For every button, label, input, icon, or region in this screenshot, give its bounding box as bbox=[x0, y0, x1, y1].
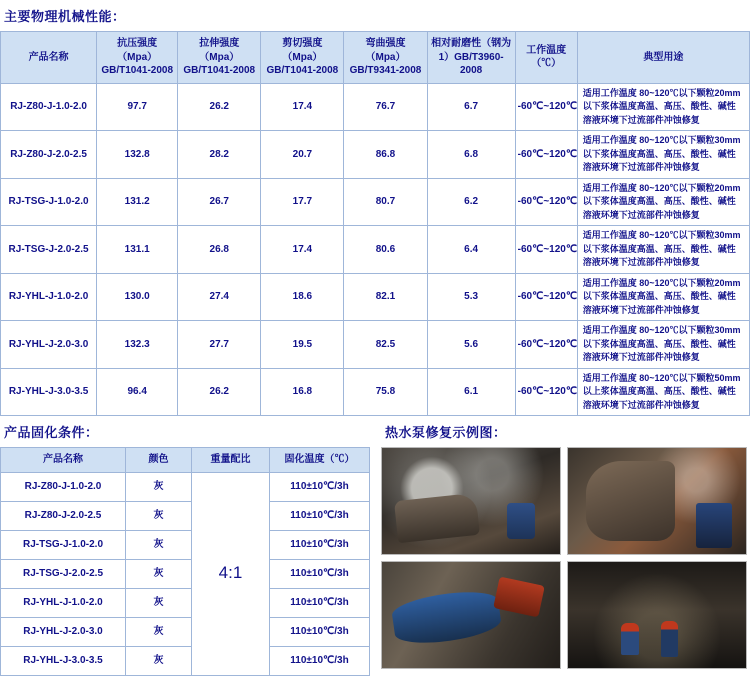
cell-temperature: -60℃~120℃ bbox=[515, 368, 577, 416]
col-color: 颜色 bbox=[126, 448, 192, 473]
table-row bbox=[1, 226, 750, 274]
cell-product-name: RJ-YHL-J-3.0-3.5 bbox=[1, 646, 126, 675]
cell-curing-temperature: 110±10℃/3h bbox=[270, 501, 370, 530]
cell-curing-temperature: 110±10℃/3h bbox=[270, 472, 370, 501]
cell-bending: 80.7 bbox=[344, 178, 427, 226]
use-line-1: 适用工作温度 80~120℃以下颗粒50mm bbox=[582, 372, 741, 383]
use-line-3: 溶液环境下过流部件冲蚀修复 bbox=[582, 162, 700, 172]
cell-typical-use bbox=[577, 131, 749, 179]
cell-shear: 17.4 bbox=[261, 83, 344, 131]
cell-product-name: RJ-TSG-J-2.0-2.5 bbox=[1, 226, 97, 274]
col-relative-wear-l1: 相对耐磨性（钢为 bbox=[431, 38, 512, 49]
use-line-1: 适用工作温度 80~120℃以下颗粒30mm bbox=[582, 325, 741, 335]
cell-temperature: -60℃~120℃ bbox=[515, 226, 577, 274]
cell-typical-use bbox=[577, 226, 749, 274]
cell-temperature: -60℃~120℃ bbox=[515, 321, 577, 369]
cell-wear: 6.2 bbox=[427, 178, 515, 226]
curing-conditions-title: 产品固化条件： bbox=[4, 425, 99, 440]
use-line-3: 溶液环境下过流部件冲蚀修复 bbox=[582, 304, 700, 315]
table-row bbox=[1, 559, 370, 588]
cell-product-name: RJ-YHL-J-2.0-3.0 bbox=[1, 321, 97, 369]
cell-wear: 6.4 bbox=[427, 226, 515, 274]
cell-compressive: 132.3 bbox=[97, 321, 178, 369]
use-line-3: 溶液环境下过流部件冲蚀修复 bbox=[582, 209, 700, 220]
table-row bbox=[1, 617, 370, 646]
cell-product-name: RJ-YHL-J-3.0-3.5 bbox=[1, 368, 97, 416]
use-line-1: 适用工作温度 80~120℃以下颗粒20mm bbox=[582, 277, 741, 288]
bottom-section bbox=[0, 416, 750, 676]
table-row bbox=[1, 321, 750, 369]
use-line-2: 以上浆体温度高温、高压、酸性、碱性 bbox=[582, 386, 736, 396]
col-shear-strength-l1: 剪切强度（Mpa） bbox=[282, 38, 323, 63]
use-line-2: 以下浆体温度高温、高压、酸性、碱性 bbox=[582, 148, 736, 159]
cell-bending: 76.7 bbox=[344, 83, 427, 131]
cell-color: 灰 bbox=[126, 646, 192, 675]
col-working-temperature-l1: 工作温度 bbox=[526, 44, 567, 56]
col-bending-strength bbox=[344, 32, 427, 84]
cell-color: 灰 bbox=[126, 472, 192, 501]
cell-tensile: 26.2 bbox=[178, 368, 261, 416]
use-line-3: 溶液环境下过流部件冲蚀修复 bbox=[582, 352, 700, 362]
cell-tensile: 26.8 bbox=[178, 226, 261, 274]
col-product-name-l1: 产品名称 bbox=[28, 51, 69, 63]
use-line-1: 适用工作温度 80~120℃以下颗粒20mm bbox=[582, 87, 741, 98]
cell-tensile: 27.7 bbox=[178, 321, 261, 369]
cell-bending: 80.6 bbox=[344, 226, 427, 274]
cell-wear: 5.3 bbox=[427, 273, 515, 321]
cell-wear: 6.1 bbox=[427, 368, 515, 416]
col-working-temperature-l2: （℃） bbox=[531, 58, 562, 70]
cell-tensile: 26.7 bbox=[178, 178, 261, 226]
cell-typical-use bbox=[577, 83, 749, 131]
table-row bbox=[1, 472, 370, 501]
cell-typical-use bbox=[577, 273, 749, 321]
curing-conditions-block bbox=[0, 416, 375, 676]
cell-curing-temperature: 110±10℃/3h bbox=[270, 588, 370, 617]
col-compressive-strength bbox=[97, 32, 178, 84]
use-line-3: 溶液环境下过流部件冲蚀修复 bbox=[582, 399, 700, 410]
table-row bbox=[1, 83, 750, 131]
repair-examples-title: 热水泵修复示例图： bbox=[385, 425, 507, 440]
table-row bbox=[1, 646, 370, 675]
col-shear-strength-l2: GB/T1041-2008 bbox=[266, 65, 339, 76]
use-line-2: 以下浆体温度高温、高压、酸性、碱性 bbox=[582, 243, 736, 254]
cell-tensile: 26.2 bbox=[178, 83, 261, 131]
cell-compressive: 131.2 bbox=[97, 178, 178, 226]
cell-product-name: RJ-YHL-J-2.0-3.0 bbox=[1, 617, 126, 646]
col-compressive-strength-l2: GB/T1041-2008 bbox=[101, 65, 174, 76]
cell-product-name: RJ-TSG-J-1.0-2.0 bbox=[1, 178, 97, 226]
cell-bending: 86.8 bbox=[344, 131, 427, 179]
table-row bbox=[1, 501, 370, 530]
cell-temperature: -60℃~120℃ bbox=[515, 131, 577, 179]
col-curing-temperature: 固化温度（℃） bbox=[270, 448, 370, 473]
col-working-temperature bbox=[515, 32, 577, 84]
use-line-2: 以下浆体温度高温、高压、酸性、碱性 bbox=[582, 291, 736, 301]
photo-pump-steam bbox=[381, 447, 561, 555]
mechanical-properties-table bbox=[0, 31, 750, 416]
table-row bbox=[1, 588, 370, 617]
cell-curing-temperature: 110±10℃/3h bbox=[270, 617, 370, 646]
cell-wear: 6.7 bbox=[427, 83, 515, 131]
cell-wear: 6.8 bbox=[427, 131, 515, 179]
table-row bbox=[1, 273, 750, 321]
cell-product-name: RJ-Z80-J-2.0-2.5 bbox=[1, 131, 97, 179]
cell-curing-temperature: 110±10℃/3h bbox=[270, 559, 370, 588]
col-typical-use-l1: 典型用途 bbox=[643, 51, 684, 63]
use-line-1: 适用工作温度 80~120℃以下颗粒30mm bbox=[582, 230, 741, 240]
cell-shear: 17.4 bbox=[261, 226, 344, 274]
cell-typical-use bbox=[577, 321, 749, 369]
cell-product-name: RJ-YHL-J-1.0-2.0 bbox=[1, 273, 97, 321]
cell-color: 灰 bbox=[126, 530, 192, 559]
cell-curing-temperature: 110±10℃/3h bbox=[270, 646, 370, 675]
repair-photo-grid bbox=[381, 447, 750, 669]
use-line-2: 以下浆体温度高温、高压、酸性、碱性 bbox=[582, 101, 736, 111]
mechanical-properties-title: 主要物理机械性能： bbox=[4, 9, 126, 24]
col-bending-strength-l2: GB/T9341-2008 bbox=[349, 65, 422, 76]
cell-product-name: RJ-TSG-J-1.0-2.0 bbox=[1, 530, 126, 559]
use-line-2: 以下浆体温度高温、高压、酸性、碱性 bbox=[582, 338, 736, 349]
col-tensile-strength bbox=[178, 32, 261, 84]
cell-shear: 17.7 bbox=[261, 178, 344, 226]
table-header-row bbox=[1, 448, 370, 473]
col-relative-wear-l2: 1）GB/T3960-2008 bbox=[438, 51, 504, 76]
col-bending-strength-l1: 弯曲强度（Mpa） bbox=[365, 38, 406, 63]
cell-typical-use bbox=[577, 368, 749, 416]
cell-shear: 16.8 bbox=[261, 368, 344, 416]
curing-conditions-table bbox=[0, 447, 370, 676]
table-header-row bbox=[1, 32, 750, 84]
photo-pipe-repair bbox=[381, 561, 561, 669]
cell-bending: 75.8 bbox=[344, 368, 427, 416]
table-row bbox=[1, 530, 370, 559]
use-line-1: 适用工作温度 80~120℃以下颗粒20mm bbox=[582, 182, 741, 193]
cell-compressive: 96.4 bbox=[97, 368, 178, 416]
col-weight-ratio: 重量配比 bbox=[192, 448, 270, 473]
cell-shear: 18.6 bbox=[261, 273, 344, 321]
table-row bbox=[1, 368, 750, 416]
cell-bending: 82.5 bbox=[344, 321, 427, 369]
cell-compressive: 131.1 bbox=[97, 226, 178, 274]
cell-product-name: RJ-YHL-J-1.0-2.0 bbox=[1, 588, 126, 617]
cell-wear: 5.6 bbox=[427, 321, 515, 369]
table-row bbox=[1, 178, 750, 226]
cell-color: 灰 bbox=[126, 501, 192, 530]
col-tensile-strength-l1: 拉伸强度（Mpa） bbox=[199, 38, 240, 63]
table-row bbox=[1, 131, 750, 179]
cell-product-name: RJ-Z80-J-1.0-2.0 bbox=[1, 472, 126, 501]
col-shear-strength bbox=[261, 32, 344, 84]
photo-tunnel-workers bbox=[567, 561, 747, 669]
use-line-2: 以下浆体温度高温、高压、酸性、碱性 bbox=[582, 196, 736, 206]
cell-product-name: RJ-Z80-J-1.0-2.0 bbox=[1, 83, 97, 131]
col-product-name: 产品名称 bbox=[1, 448, 126, 473]
col-typical-use bbox=[577, 32, 749, 84]
cell-shear: 19.5 bbox=[261, 321, 344, 369]
cell-product-name: RJ-TSG-J-2.0-2.5 bbox=[1, 559, 126, 588]
cell-temperature: -60℃~120℃ bbox=[515, 178, 577, 226]
cell-compressive: 130.0 bbox=[97, 273, 178, 321]
col-compressive-strength-l1: 抗压强度（Mpa） bbox=[117, 38, 158, 63]
col-relative-wear bbox=[427, 32, 515, 84]
use-line-3: 溶液环境下过流部件冲蚀修复 bbox=[582, 257, 700, 267]
cell-compressive: 97.7 bbox=[97, 83, 178, 131]
cell-weight-ratio: 4:1 bbox=[192, 472, 270, 675]
cell-tensile: 28.2 bbox=[178, 131, 261, 179]
cell-typical-use bbox=[577, 178, 749, 226]
cell-product-name: RJ-Z80-J-2.0-2.5 bbox=[1, 501, 126, 530]
cell-temperature: -60℃~120℃ bbox=[515, 83, 577, 131]
cell-color: 灰 bbox=[126, 559, 192, 588]
cell-temperature: -60℃~120℃ bbox=[515, 273, 577, 321]
cell-curing-temperature: 110±10℃/3h bbox=[270, 530, 370, 559]
col-product-name bbox=[1, 32, 97, 84]
use-line-3: 溶液环境下过流部件冲蚀修复 bbox=[582, 114, 700, 125]
photo-pump-casing bbox=[567, 447, 747, 555]
cell-color: 灰 bbox=[126, 588, 192, 617]
cell-bending: 82.1 bbox=[344, 273, 427, 321]
cell-color: 灰 bbox=[126, 617, 192, 646]
use-line-1: 适用工作温度 80~120℃以下颗粒30mm bbox=[582, 135, 741, 145]
cell-tensile: 27.4 bbox=[178, 273, 261, 321]
col-tensile-strength-l2: GB/T1041-2008 bbox=[183, 65, 256, 76]
repair-examples-block bbox=[375, 416, 750, 669]
cell-compressive: 132.8 bbox=[97, 131, 178, 179]
cell-shear: 20.7 bbox=[261, 131, 344, 179]
